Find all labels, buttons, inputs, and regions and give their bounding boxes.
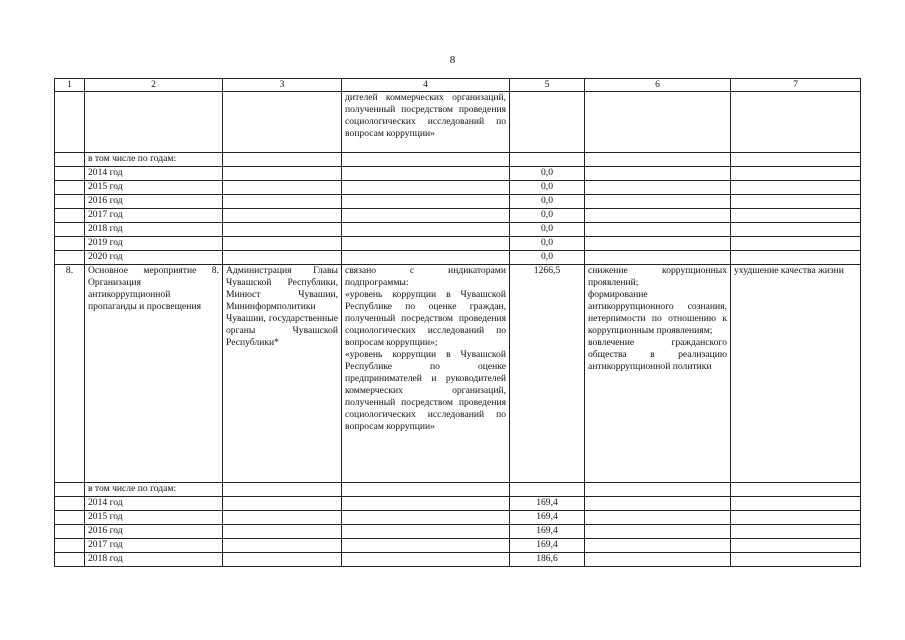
year-row <box>55 511 861 525</box>
result-paragraph: вовлечение гражданского общества в реализацию антикоррупционной политики <box>588 337 727 372</box>
by-years-label-row <box>55 483 861 497</box>
column-header: 7 <box>731 79 861 92</box>
measure-row <box>55 265 861 483</box>
measure-indicators <box>342 265 510 483</box>
year-label: 2016 год <box>85 195 223 209</box>
year-label: 2015 год <box>85 511 223 525</box>
year-amount: 0,0 <box>510 195 585 209</box>
indicator-paragraph: связано с индикаторами подпрограммы: <box>345 265 506 288</box>
year-label: 2016 год <box>85 525 223 539</box>
measure-name: Основное мероприятие 8. Организация антикоррупционной пропаганды и просвещения <box>85 265 223 483</box>
measure-number: 8. <box>55 265 85 483</box>
measure-results <box>585 265 731 483</box>
page-number: 8 <box>449 54 456 66</box>
year-amount: 169,4 <box>510 511 585 525</box>
year-amount: 186,6 <box>510 553 585 567</box>
indicator-paragraph: «уровень коррупции в Чувашской Республике по оценке граждан, полученный посредством проведения социологических исследований по вопросам коррупции»; <box>345 289 506 348</box>
year-label: 2015 год <box>85 181 223 195</box>
year-label: 2017 год <box>85 539 223 553</box>
year-row <box>55 167 861 181</box>
year-row <box>55 539 861 553</box>
year-amount: 0,0 <box>510 181 585 195</box>
continued-row <box>55 92 861 153</box>
year-label: 2018 год <box>85 223 223 237</box>
year-label: 2018 год <box>85 553 223 567</box>
column-header: 5 <box>510 79 585 92</box>
by-years-label: в том числе по годам: <box>85 153 223 167</box>
year-label: 2017 год <box>85 209 223 223</box>
year-row <box>55 237 861 251</box>
column-header-row <box>55 79 861 92</box>
year-label: 2014 год <box>85 497 223 511</box>
indicator-text: дителей коммерческих организаций, полученный посредством проведения социологических исследований по вопросам коррупции» <box>342 92 510 153</box>
by-years-label: в том числе по годам: <box>85 483 223 497</box>
year-row <box>55 223 861 237</box>
year-label: 2020 год <box>85 251 223 265</box>
year-row <box>55 251 861 265</box>
program-table <box>54 78 861 567</box>
year-amount: 0,0 <box>510 237 585 251</box>
column-header: 1 <box>55 79 85 92</box>
result-paragraph: формирование антикоррупционного сознания, нетерпимости по отношению к коррупционным проявлениям; <box>588 289 727 336</box>
year-amount: 0,0 <box>510 209 585 223</box>
by-years-label-row <box>55 153 861 167</box>
measure-executors: Администрация Главы Чувашской Республики, Минюст Чувашии, Мининформполитики Чувашии, государственные органы Чувашской Республики* <box>223 265 342 483</box>
year-amount: 0,0 <box>510 223 585 237</box>
year-row <box>55 525 861 539</box>
measure-consequences: ухудшение качества жизни <box>731 265 861 483</box>
year-row <box>55 181 861 195</box>
result-paragraph: снижение коррупционных проявлений; <box>588 265 727 288</box>
year-row <box>55 553 861 567</box>
year-amount: 0,0 <box>510 251 585 265</box>
column-header: 4 <box>342 79 510 92</box>
year-row <box>55 497 861 511</box>
column-header: 6 <box>585 79 731 92</box>
year-amount: 169,4 <box>510 497 585 511</box>
year-row <box>55 195 861 209</box>
measure-amount: 1266,5 <box>510 265 585 483</box>
year-row <box>55 209 861 223</box>
year-label: 2014 год <box>85 167 223 181</box>
year-label: 2019 год <box>85 237 223 251</box>
indicator-paragraph: «уровень коррупции в Чувашской Республике по оценке предпринимателей и руководителей коммерческих организаций, полученный посредством проведения социологических исследований по вопросам коррупции» <box>345 349 506 432</box>
year-amount: 169,4 <box>510 525 585 539</box>
column-header: 3 <box>223 79 342 92</box>
year-amount: 169,4 <box>510 539 585 553</box>
column-header: 2 <box>85 79 223 92</box>
year-amount: 0,0 <box>510 167 585 181</box>
